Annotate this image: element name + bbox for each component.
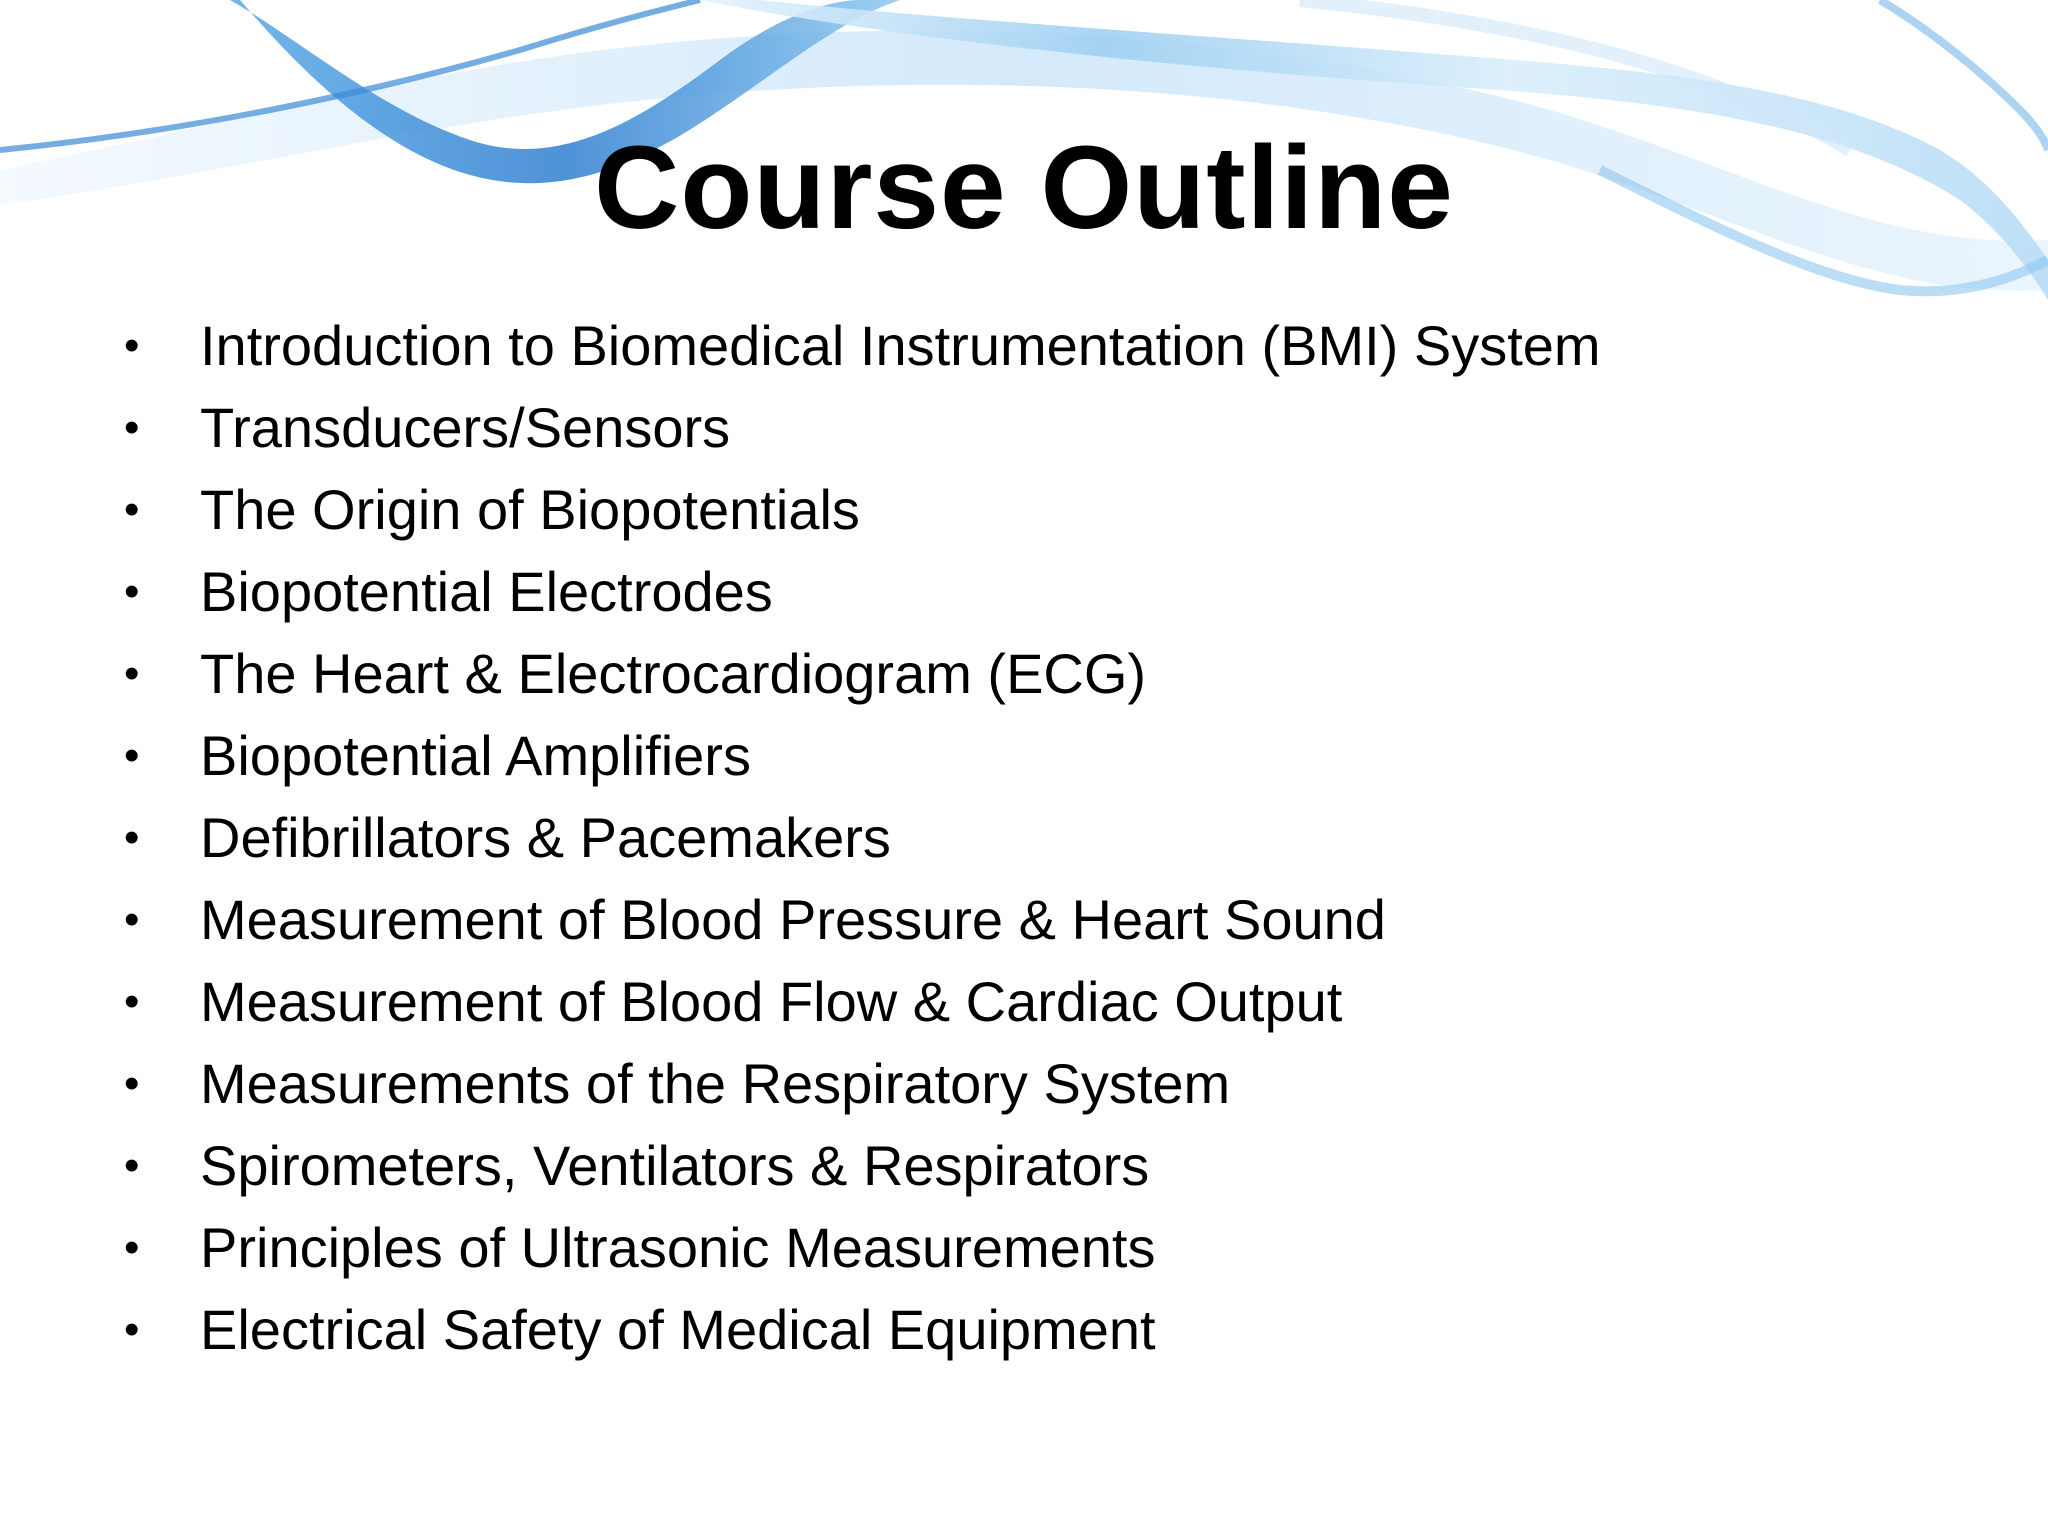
list-item-text: Transducers/Sensors [200, 396, 731, 459]
list-item [124, 633, 1964, 715]
bullet-icon: • [124, 567, 140, 616]
list-item-text: Measurement of Blood Flow & Cardiac Output [200, 970, 1343, 1033]
bullet-icon: • [124, 895, 140, 944]
bullet-icon: • [124, 321, 140, 370]
list-item-text: Introduction to Biomedical Instrumentation (BMI) System [200, 314, 1601, 377]
list-item [124, 797, 1964, 879]
bullet-icon: • [124, 813, 140, 862]
list-item-text: Measurement of Blood Pressure & Heart Sound [200, 888, 1386, 951]
list-item-text: Measurements of the Respiratory System [200, 1052, 1231, 1115]
list-item-text: Biopotential Electrodes [200, 560, 773, 623]
list-item [124, 551, 1964, 633]
bullet-icon: • [124, 1223, 140, 1272]
list-item-text: Electrical Safety of Medical Equipment [200, 1298, 1156, 1361]
list-item-text: The Origin of Biopotentials [200, 478, 860, 541]
bullet-icon: • [124, 731, 140, 780]
list-item [124, 1125, 1964, 1207]
bullet-icon: • [124, 403, 140, 452]
list-item [124, 387, 1964, 469]
list-item [124, 961, 1964, 1043]
course-outline-list [124, 305, 1964, 1371]
bullet-icon: • [124, 1059, 140, 1108]
list-item [124, 1207, 1964, 1289]
list-item-text: Spirometers, Ventilators & Respirators [200, 1134, 1150, 1197]
list-item-text: Biopotential Amplifiers [200, 724, 751, 787]
list-item [124, 715, 1964, 797]
list-item [124, 1289, 1964, 1371]
list-item [124, 305, 1964, 387]
list-item [124, 1043, 1964, 1125]
bullet-icon: • [124, 977, 140, 1026]
bullet-icon: • [124, 649, 140, 698]
bullet-icon: • [124, 1141, 140, 1190]
list-item-text: Principles of Ultrasonic Measurements [200, 1216, 1156, 1279]
bullet-icon: • [124, 1305, 140, 1354]
list-item-text: The Heart & Electrocardiogram (ECG) [200, 642, 1147, 705]
slide-title: Course Outline [594, 122, 1454, 254]
list-item [124, 469, 1964, 551]
bullet-icon: • [124, 485, 140, 534]
list-item [124, 879, 1964, 961]
list-item-text: Defibrillators & Pacemakers [200, 806, 891, 869]
